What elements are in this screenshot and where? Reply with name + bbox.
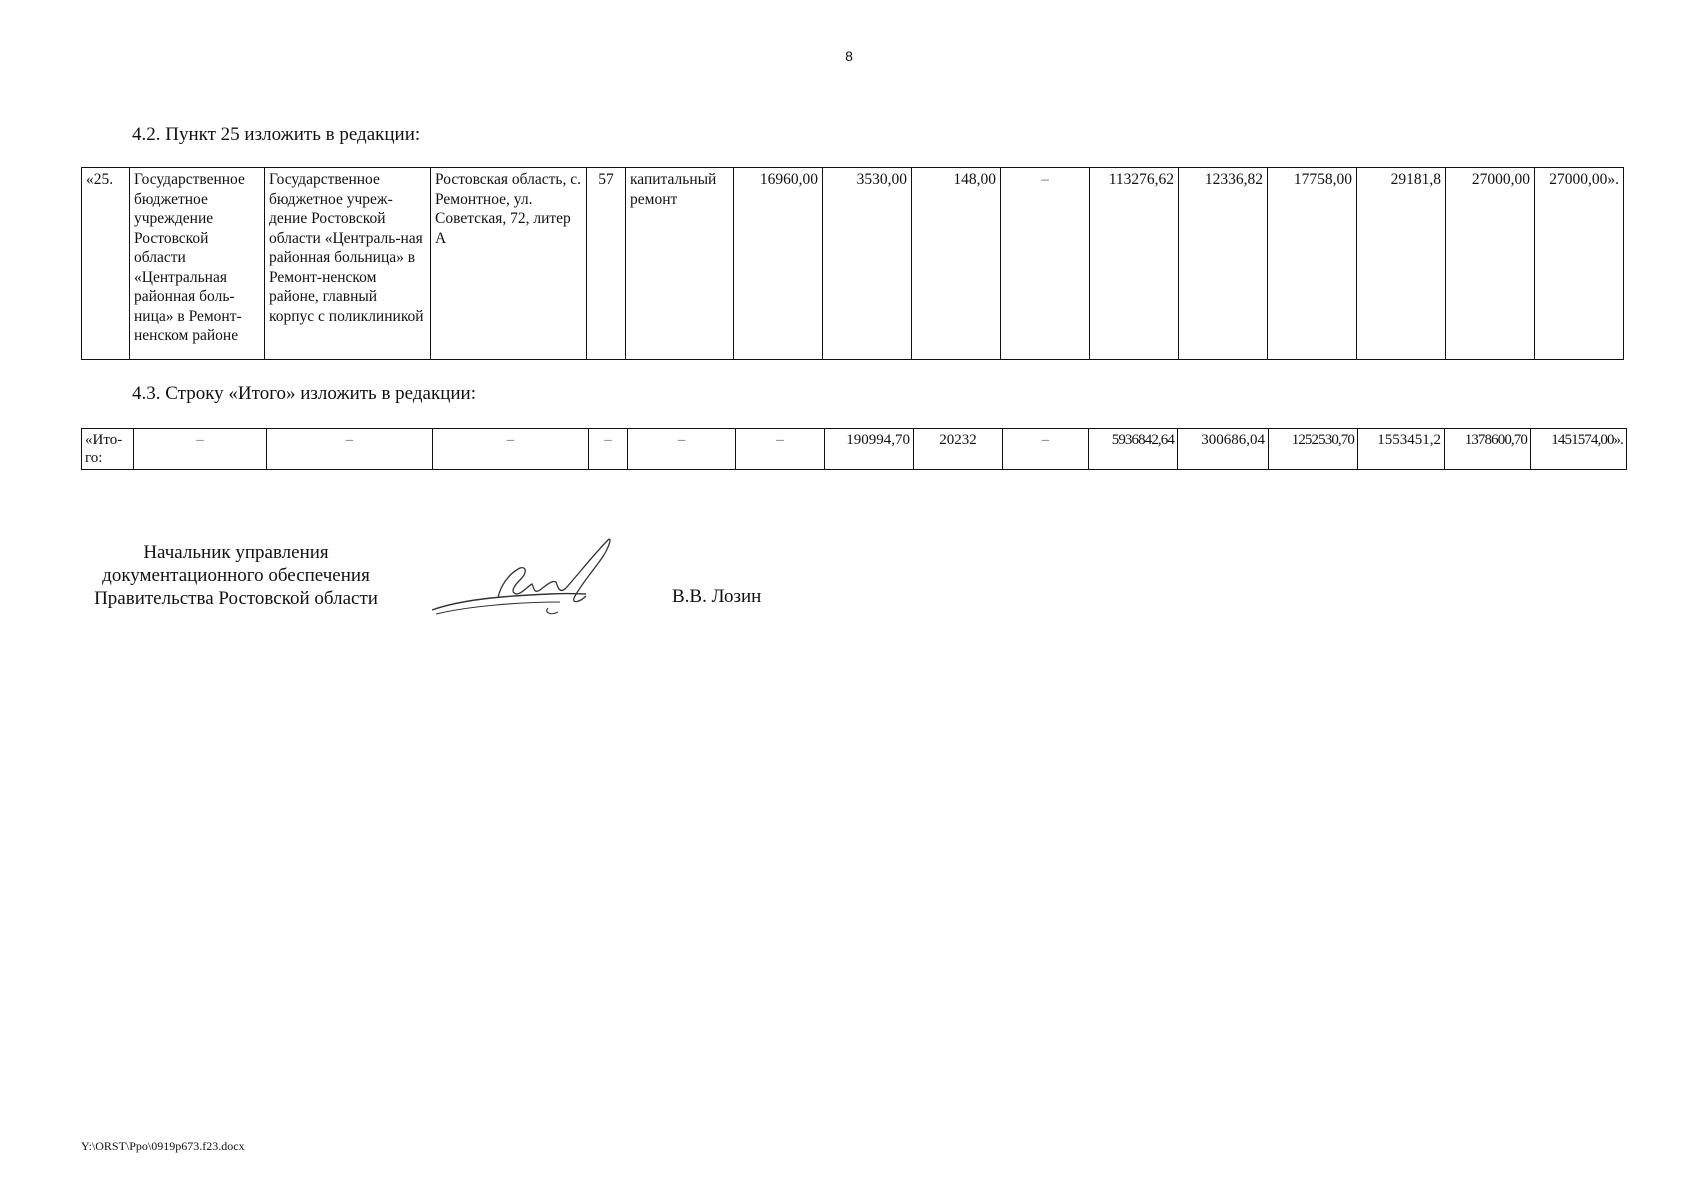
cell-value-1: 16960,00 xyxy=(734,168,823,360)
cell-object-name: Государственное бюджетное учреж-дение Ростовской области «Централь-ная районная больница» в Ремонт-ненском районе, главный корпус с поликлиникой xyxy=(265,168,431,360)
cell-value-8: 29181,8 xyxy=(1357,168,1446,360)
cell-value-9: 27000,00 xyxy=(1446,168,1535,360)
cell-total-1: 190994,70 xyxy=(825,429,914,470)
cell-total-5: 300686,04 xyxy=(1178,429,1269,470)
signer-position-line: Начальник управления xyxy=(143,542,329,563)
cell-dash: – xyxy=(736,429,825,470)
cell-value-2: 3530,00 xyxy=(823,168,912,360)
cell-value-10: 27000,00». xyxy=(1535,168,1624,360)
cell-value-7: 17758,00 xyxy=(1268,168,1357,360)
footer-file-path: Y:\ORST\Ppo\0919p673.f23.docx xyxy=(81,1139,245,1153)
paragraph-4-3: 4.3. Строку «Итого» изложить в редакции: xyxy=(132,383,476,404)
item-25-table xyxy=(81,167,1624,360)
cell-total-6: 1252530,70 xyxy=(1269,429,1358,470)
table-row xyxy=(82,429,1627,470)
cell-dash: – xyxy=(589,429,628,470)
signer-position-line: Правительства Ростовской области xyxy=(94,588,378,609)
signer-position-line: документационного обеспечения xyxy=(102,565,370,586)
cell-value-5: 113276,62 xyxy=(1090,168,1179,360)
cell-item-number: «25. xyxy=(82,168,130,360)
cell-work-type: капитальный ремонт xyxy=(626,168,734,360)
paragraph-4-2: 4.2. Пункт 25 изложить в редакции: xyxy=(132,124,421,145)
cell-dash: – xyxy=(134,429,267,470)
cell-code: 57 xyxy=(587,168,626,360)
handwritten-signature xyxy=(430,532,630,617)
cell-itogo-label: «Ито-го: xyxy=(82,429,134,470)
cell-value-6: 12336,82 xyxy=(1179,168,1268,360)
cell-institution: Государственное бюджетное учреждение Ростовской области «Центральная районная боль-ница» в Ремонт-ненском районе xyxy=(130,168,265,360)
cell-dash: – xyxy=(267,429,433,470)
cell-total-9: 1451574,00». xyxy=(1531,429,1627,470)
cell-total-4: 5936842,64 xyxy=(1089,429,1178,470)
itogo-table xyxy=(81,428,1627,470)
cell-value-4: – xyxy=(1001,168,1090,360)
cell-value-3: 148,00 xyxy=(912,168,1001,360)
signer-position xyxy=(76,541,396,610)
cell-total-2: 20232 xyxy=(914,429,1003,470)
cell-total-8: 1378600,70 xyxy=(1445,429,1531,470)
page-number: 8 xyxy=(845,48,853,64)
table-row xyxy=(82,168,1624,360)
cell-address: Ростовская область, с. Ремонтное, ул. Советская, 72, литер А xyxy=(431,168,587,360)
cell-dash: – xyxy=(628,429,736,470)
cell-dash: – xyxy=(433,429,589,470)
signer-name: В.В. Лозин xyxy=(672,586,762,607)
cell-total-7: 1553451,2 xyxy=(1358,429,1445,470)
cell-total-3: – xyxy=(1003,429,1089,470)
